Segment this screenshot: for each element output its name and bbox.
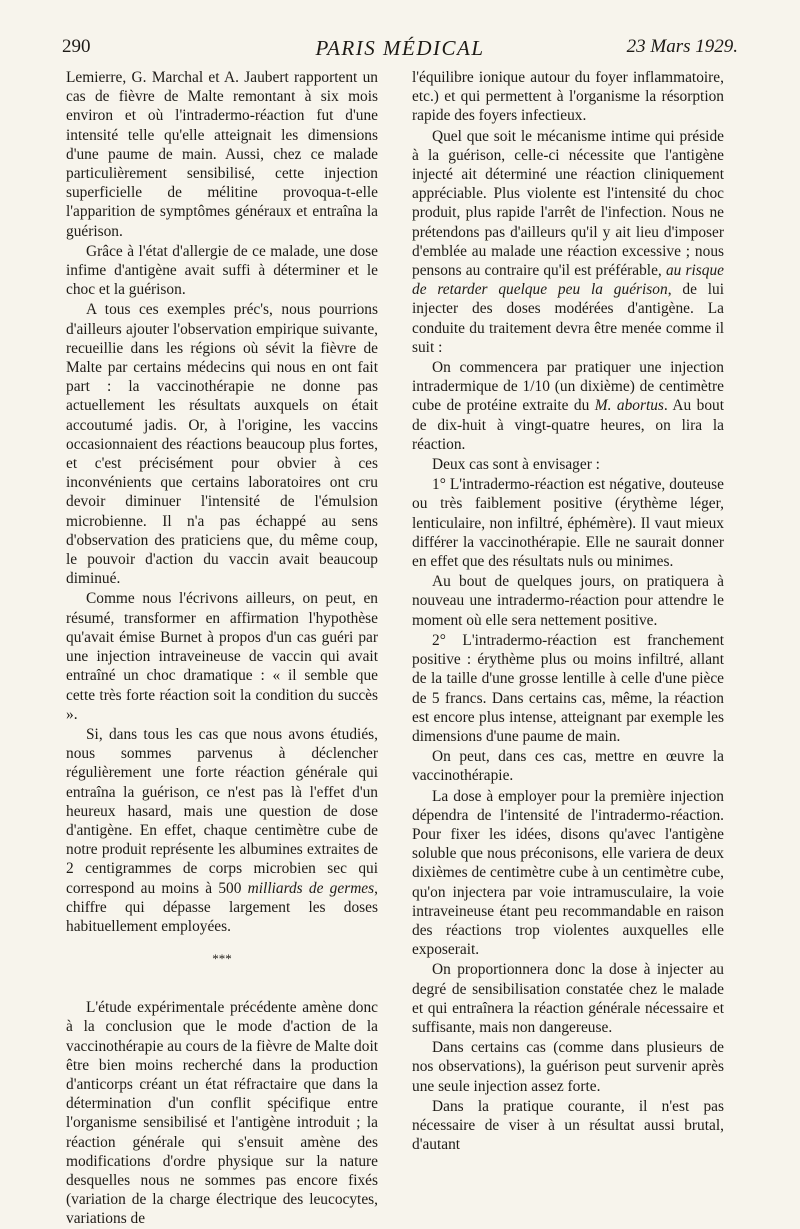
page-number: 290: [62, 36, 91, 57]
page-header: [62, 36, 738, 64]
paragraph: Grâce à l'état d'allergie de ce malade, une dose infime d'antigène avait suffi à déterminer et le choc et la guérison.: [66, 242, 378, 299]
left-column: [66, 68, 378, 1229]
text-run: Quel que soit le mécanisme intime qui préside à la guérison, celle-ci nécessite que l'antigène injecté ait déterminé une réaction cliniquement appréciable. Plus violente est l'intensité du choc produit, plus rapide l'arrêt de l'infection. Nous ne prétendons pas d'ailleurs qu'il y ait lieu d'imposer d'emblée au malade une réaction excessive ; nous pensons au contraire qu'il est préférable,: [412, 127, 724, 280]
right-column: [412, 68, 724, 1154]
paragraph: La dose à employer pour la première injection dépendra de l'intensité de l'intradermo-réaction. Pour fixer les idées, disons qu'avec l'antigène soluble que nous préconisons, elle variera de deux dixièmes de centimètre cube à un centimètre cube, qu'on injectera par voie intramusculaire, la voie intraveineuse étant peu recommandable en raison des réactions trop violentes auxquelles elle exposerait.: [412, 787, 724, 959]
journal-title: PARIS MÉDICAL: [315, 36, 485, 60]
text-run: On commencera par pratiquer une injection intradermique de 1/10 (un dixième) de centimètre cube de protéine extraite du: [412, 359, 724, 415]
italic-text: M. abortus: [594, 397, 664, 415]
section-separator: ***: [212, 951, 232, 967]
paragraph: Au bout de quelques jours, on pratiquera à nouveau une intradermo-réaction pour attendre le moment où elle sera nettement positive.: [412, 573, 724, 629]
paragraph: Lemierre, G. Marchal et A. Jaubert rapportent un cas de fièvre de Malte remontant à six mois environ et où l'intradermo-réaction fut d'une intensité telle qu'elle atteignait les dimensions d'une paume de main. Aussi, chez ce malade particulièrement sensibilisé, cette injection superficielle de mélitine provoqua-t-elle l'apparition de symptômes généraux et entraîna la guérison.: [66, 69, 378, 240]
text-run: , de lui injecter des doses modérées d'antigène. La conduite du traitement devra être menée comme il suit :: [412, 281, 724, 356]
paragraph: Comme nous l'écrivons ailleurs, on peut, en résumé, transformer en affirmation l'hypothèse qu'avait émise Burnet à propos d'un cas guéri par une injection intraveineuse de vaccin qui avait entraîné un choc dramatique : « il semble que cette très forte réaction soit la condition du succès ».: [66, 590, 378, 723]
text-run: , chiffre qui dépasse largement les doses habituellement employées.: [66, 879, 378, 935]
paragraph: L'étude expérimentale précédente amène donc à la conclusion que le mode d'action de la vaccinothérapie au cours de la fièvre de Malte doit être bien moins recherché dans la production d'anticorps créant un état réfractaire que dans la détermination d'un conflit spécifique entre l'organisme sensibilisé et l'antigène introduit ; la réaction générale qui s'ensuit amène des modifications d'ordre physique sur la nature desquelles nous ne sommes pas encore fixés (variation de la charge électrique des leucocytes, variations de: [66, 999, 378, 1228]
paragraph: 1° L'intradermo-réaction est négative, douteuse ou très faiblement positive (érythème léger, lenticulaire, non infiltré, éphémère). Il vaut mieux différer la vaccinothérapie. Elle ne saurait donner en effet que des résultats nuls ou minimes.: [412, 476, 724, 571]
paragraph: l'équilibre ionique autour du foyer inflammatoire, etc.) et qui permettent à l'organisme la résorption rapide des foyers infectieux.: [412, 69, 724, 125]
paragraph: A tous ces exemples préc's, nous pourrions d'ailleurs ajouter l'observation empirique suivante, recueillie dans les régions où sévit la fièvre de Malte par certains médecins qui nous en ont fait part : la vaccinothérapie ne donne pas actuellement les résultats auxquels on était accoutumé jadis. Or, à l'origine, les vaccins occasionnaient des réactions beaucoup plus fortes, et c'est précisément pour obvier à ces inconvénients que certains laboratoires ont cru devoir diminuer l'intensité de l'émulsion microbienne. Il n'a pas échappé au sens d'observation des praticiens que, du même coup, le pouvoir d'action du vaccin avait beaucoup diminué.: [66, 301, 378, 588]
italic-text: au risque de retarder quelque peu la guérison: [412, 262, 725, 299]
text-run: Si, dans tous les cas que nous avons étudiés, nous sommes parvenus à déclencher régulièrement une forte réaction générale qui entraîna la guérison, ce n'est pas là l'effet d'un heureux hasard, mais une question de dose d'antigène. En effet, chaque centimètre cube de notre produit représente les albumines extraites de 2 centigrammes de corps microbien sec qui correspond au moins à 500: [66, 725, 378, 897]
paragraph: Deux cas sont à envisager :: [432, 456, 600, 474]
italic-text: milliards de germes: [247, 879, 375, 897]
issue-date: 23 Mars 1929.: [626, 36, 738, 57]
paragraph: Dans la pratique courante, il n'est pas nécessaire de viser à un résultat aussi brutal, d'autant: [412, 1097, 724, 1154]
paragraph: [66, 725, 378, 936]
paragraph: 2° L'intradermo-réaction est franchement positive : érythème plus ou moins infiltré, allant de la taille d'une grosse lentille à celle d'une pièce de 5 francs. Dans certains cas, même, la réaction est encore plus intense, atteignant par exemple les dimensions d'une paume de main.: [412, 631, 724, 745]
paragraph: On proportionnera donc la dose à injecter au degré de sensibilisation constatée chez le malade et qui entraînera la réaction générale nécessaire et suffisante, mais non dangereuse.: [412, 961, 724, 1036]
paragraph: Dans certains cas (comme dans plusieurs de nos observations), la guérison peut survenir après une seule injection assez forte.: [412, 1039, 724, 1095]
text-run: . Au bout de dix-huit à vingt-quatre heures, on lira la réaction.: [412, 397, 724, 453]
paragraph: On peut, dans ces cas, mettre en œuvre la vaccinothérapie.: [412, 748, 724, 785]
paragraph: [412, 358, 724, 454]
paragraph: [412, 127, 724, 357]
